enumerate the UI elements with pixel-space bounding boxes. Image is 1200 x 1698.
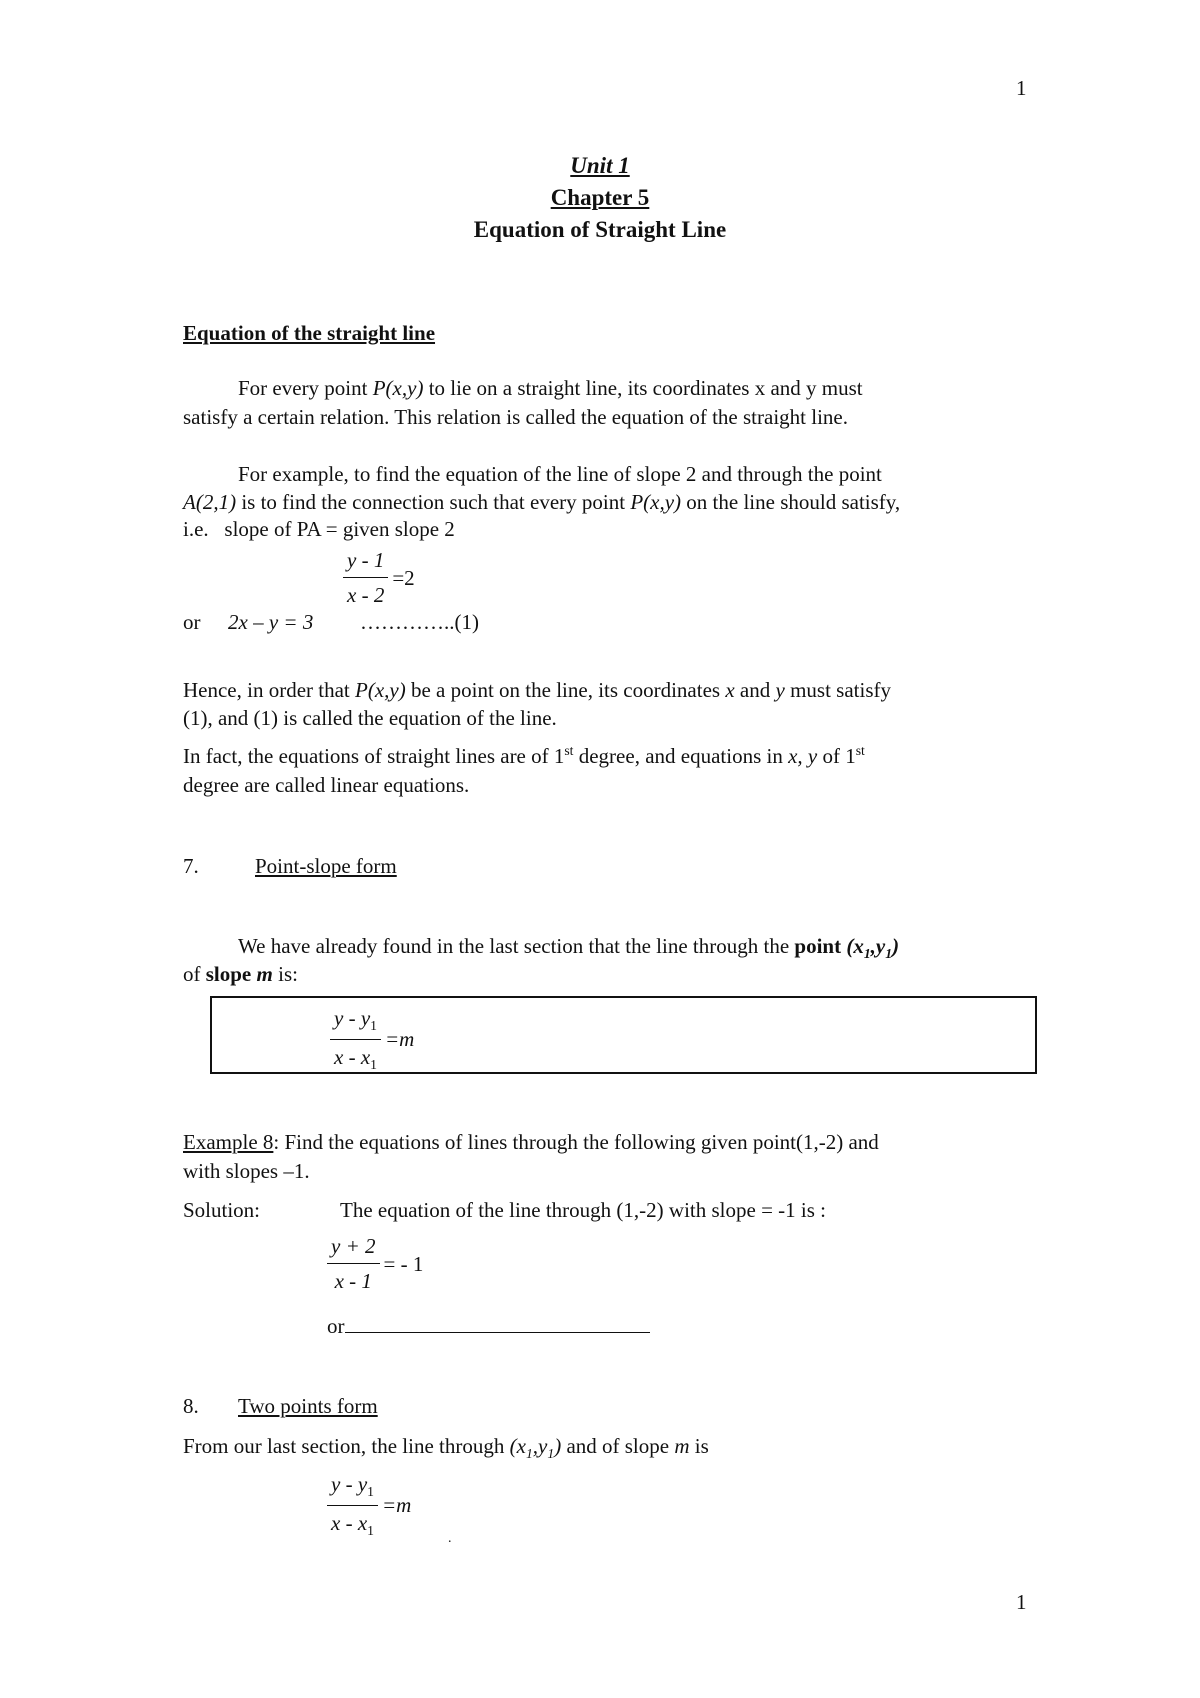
section-7-p1-line2-bold: slope — [205, 962, 257, 986]
intro-paragraph-1-line-2: satisfy a certain relation. This relation is called the equation of the straight line. — [183, 405, 848, 429]
page-number-bottom: 1 — [1016, 1590, 1027, 1614]
section-7-p1-sub-2: 1 — [885, 946, 893, 962]
point-slope-denominator — [330, 1040, 381, 1075]
section-8-p1-sub-2: 1 — [547, 1446, 555, 1462]
section-8-numerator-text: y - y — [331, 1472, 368, 1496]
point-slope-formula — [330, 1004, 414, 1074]
section-8-trailing-dot: . — [448, 1531, 452, 1546]
slope-fraction-equation — [343, 546, 415, 610]
slope-fraction-rhs: =2 — [392, 565, 415, 590]
unit-title — [0, 150, 1200, 181]
section-8-numerator-sub: 1 — [367, 1484, 374, 1500]
intro-p3-point: P(x,y) — [355, 678, 406, 702]
section-8-denominator-sub: 1 — [367, 1522, 374, 1538]
section-8-p1-close: ) — [554, 1434, 562, 1458]
section-7-p1-line2-a: of — [183, 962, 206, 986]
slope-fraction — [343, 546, 388, 610]
section-heading-equation: Equation of the straight line — [183, 321, 436, 345]
example-8-fraction — [327, 1232, 380, 1296]
chapter-title-text: Chapter 5 — [550, 185, 650, 210]
intro-paragraph-1-line-1 — [238, 374, 863, 402]
solution-text: The equation of the line through (1,-2) with slope = -1 is : — [340, 1198, 826, 1222]
section-7-paragraph-line-2 — [183, 960, 298, 988]
example-8-label: Example 8 — [183, 1130, 274, 1154]
example-8-denominator: x - 1 — [334, 1269, 372, 1294]
intro-p4-xy: x, y — [788, 744, 818, 768]
topic-title: Equation of Straight Line — [473, 217, 727, 242]
point-slope-rhs: =m — [384, 1026, 415, 1051]
section-7-p1-close: ) — [892, 934, 900, 958]
section-7-p1-text: We have already found in the last section that the line through the — [238, 934, 795, 958]
section-7-p1-point-y: ,y — [870, 934, 886, 958]
intro-p2-point-p: P(x,y) — [630, 490, 682, 514]
intro-paragraph-2-line-2 — [183, 488, 900, 516]
section-7-p1-point-x: (x — [846, 934, 864, 958]
section-7-number: 7. — [183, 854, 199, 878]
section-8-heading: Two points form — [238, 1394, 378, 1418]
slope-fraction-denominator: x - 2 — [347, 583, 385, 608]
section-8-p1-point-y: ,y — [532, 1434, 548, 1458]
section-8-p1-text-c: is — [689, 1434, 709, 1458]
point-slope-numerator-sub: 1 — [370, 1018, 377, 1034]
solution-label: Solution: — [183, 1198, 261, 1222]
or-equation-label: or — [183, 610, 201, 634]
point-slope-numerator-text: y - y — [334, 1006, 371, 1030]
intro-p4-text-a: In fact, the equations of straight lines are of 1 — [183, 744, 565, 768]
intro-p3-text-b: be a point on the line, its coordinates — [405, 678, 726, 702]
example-8-or-label: or — [327, 1314, 345, 1338]
linear-equation-1: 2x – y = 3 — [228, 610, 314, 634]
point-slope-denominator-sub: 1 — [370, 1056, 377, 1072]
example-8-or-line — [327, 1312, 650, 1340]
intro-paragraph-3-line-1 — [183, 676, 891, 704]
point-slope-numerator — [330, 1004, 381, 1040]
example-8-numerator: y + 2 — [327, 1232, 380, 1264]
point-slope-fraction — [330, 1004, 381, 1074]
section-8-paragraph — [183, 1432, 709, 1464]
example-8-line-1 — [183, 1128, 879, 1156]
section-8-p1-text-b: and of slope — [561, 1434, 675, 1458]
section-8-numerator — [327, 1470, 378, 1506]
example-8-text: : Find the equations of lines through the following given point(1,-2) and — [273, 1130, 879, 1154]
equation-ref-1: …………..(1) — [360, 610, 479, 634]
intro-p4-text-c: of 1 — [817, 744, 856, 768]
intro-p4-sup-2: st — [855, 743, 865, 758]
section-7-p1-bold: point — [794, 934, 847, 958]
intro-p4-sup-1: st — [564, 743, 574, 758]
answer-blank — [345, 1312, 650, 1333]
intro-p1-text-b: to lie on a straight line, its coordinates x and y must — [423, 376, 863, 400]
section-8-p1-point — [509, 1434, 562, 1462]
intro-p2-point-a: A(2,1) — [183, 490, 237, 514]
intro-paragraph-2-line-3: i.e. slope of PA = given slope 2 — [183, 517, 455, 541]
section-8-p1-sub-1: 1 — [525, 1446, 533, 1462]
intro-p1-point: P(x,y) — [372, 376, 424, 400]
intro-p3-y: y — [775, 678, 785, 702]
section-8-rhs: =m — [381, 1492, 412, 1517]
section-7-heading: Point-slope form — [255, 854, 397, 878]
section-8-fraction — [327, 1470, 378, 1540]
example-8-rhs: = - 1 — [383, 1251, 424, 1276]
section-8-p1-point-x: (x — [509, 1434, 526, 1458]
point-slope-formula-box — [210, 996, 1037, 1074]
intro-p1-text-a: For every point — [238, 376, 373, 400]
intro-p3-text-a: Hence, in order that — [183, 678, 356, 702]
intro-p3-text-c: must satisfy — [784, 678, 891, 702]
intro-p3-and: and — [734, 678, 776, 702]
section-8-p1-m: m — [674, 1434, 690, 1458]
section-7-paragraph-line-1 — [238, 932, 899, 964]
intro-p4-text-b: degree, and equations in — [573, 744, 789, 768]
section-8-denominator-text: x - x — [331, 1510, 368, 1535]
section-7-p1-line2-b: is: — [272, 962, 298, 986]
section-8-p1-text-a: From our last section, the line through — [183, 1434, 510, 1458]
section-8-denominator — [327, 1506, 378, 1541]
slope-fraction-numerator: y - 1 — [343, 546, 388, 578]
section-7-p1-line2-m: m — [256, 962, 273, 986]
intro-p2-text-end: on the line should satisfy, — [681, 490, 901, 514]
intro-paragraph-4-line-1 — [183, 742, 865, 770]
section-8-number: 8. — [183, 1394, 199, 1418]
unit-title-text: Unit 1 — [570, 153, 630, 178]
intro-paragraph-2-line-1: For example, to find the equation of the line of slope 2 and through the point — [238, 462, 882, 486]
section-7-p1-sub-1: 1 — [863, 946, 871, 962]
section-8-equation — [327, 1470, 411, 1540]
intro-p2-text-mid: is to find the connection such that every point — [236, 490, 631, 514]
example-8-line-2: with slopes –1. — [183, 1159, 310, 1183]
intro-paragraph-4-line-2: degree are called linear equations. — [183, 773, 470, 797]
intro-p3-x: x — [725, 678, 735, 702]
intro-paragraph-3-line-2: (1), and (1) is called the equation of the line. — [183, 706, 557, 730]
chapter-title — [0, 182, 1200, 213]
example-8-equation — [327, 1232, 423, 1296]
section-7-p1-point — [846, 934, 900, 962]
page-number-top: 1 — [1016, 76, 1027, 100]
point-slope-denominator-text: x - x — [334, 1044, 371, 1069]
